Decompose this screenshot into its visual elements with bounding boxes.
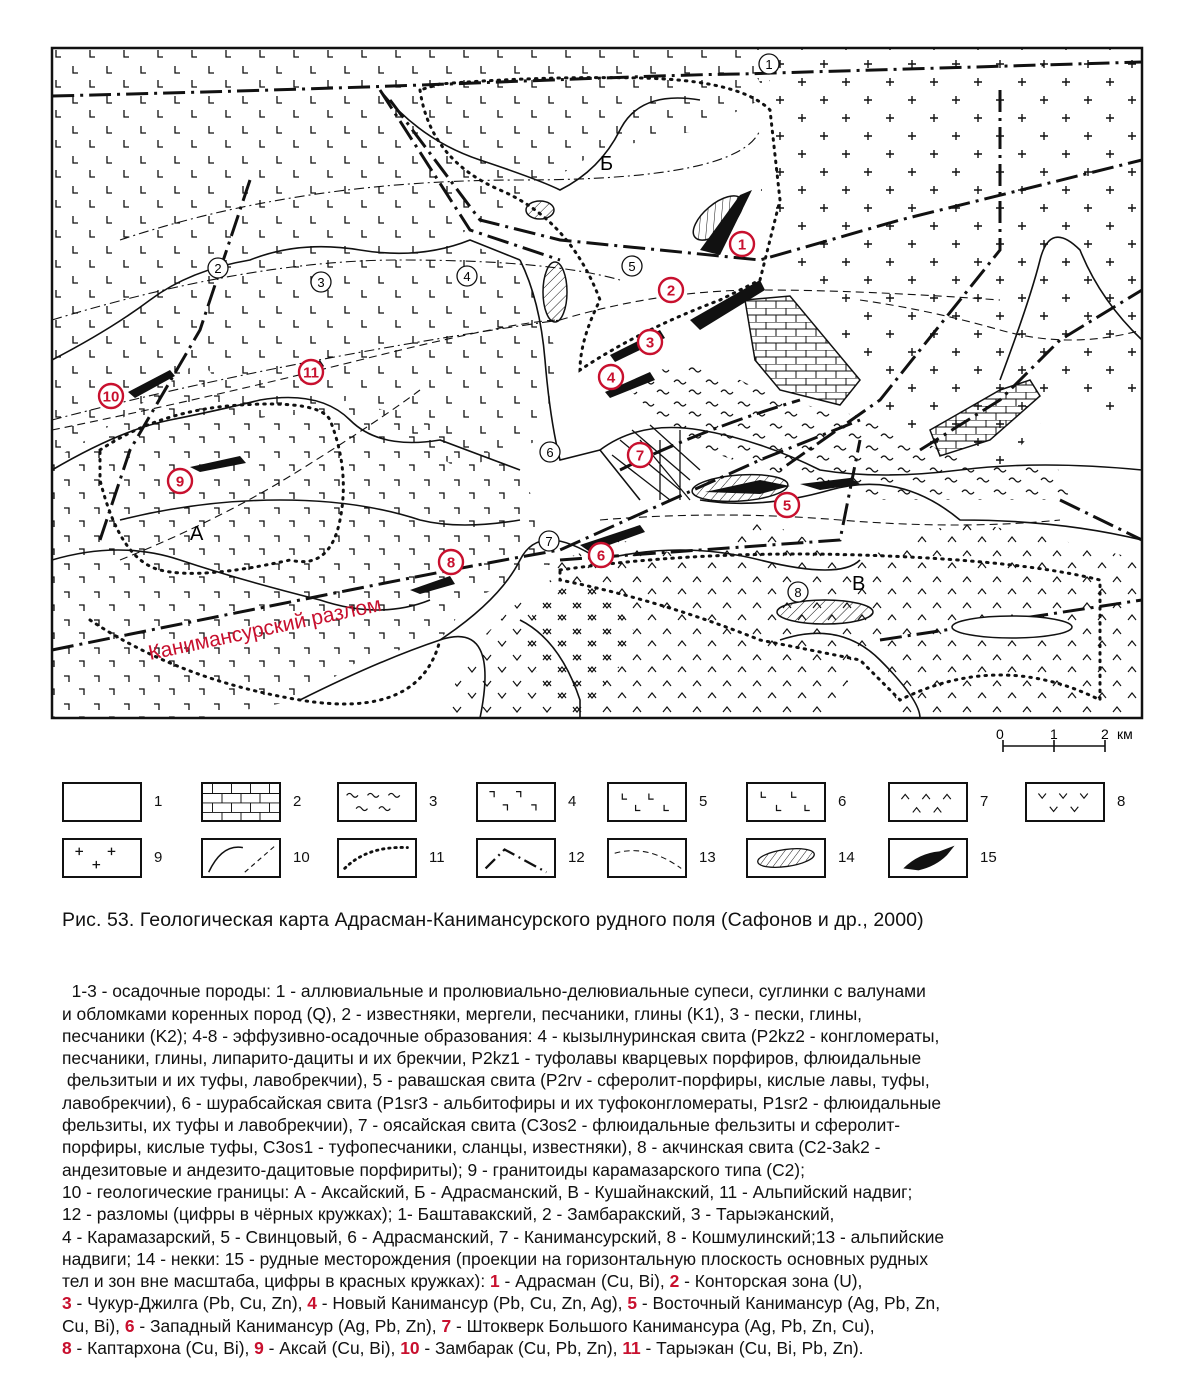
legend-number-15: 15	[980, 849, 997, 866]
legend-number-13: 13	[699, 849, 716, 866]
legend-number-5: 5	[699, 793, 708, 810]
legend-number-1: 1	[154, 793, 163, 810]
fault-number-1	[759, 54, 779, 74]
fault-number-6	[540, 442, 560, 462]
deposit-marker-1	[730, 232, 754, 256]
legend-number-11: 11	[429, 849, 445, 866]
deposit-text-8: - Каптархона (Cu, Bi),	[71, 1338, 255, 1359]
description-intro: 1-3 - осадочные породы: 1 - аллювиальные и пролювиально-делювиальные супеси, суглинки с валунами и обломками коренных пород (Q), 2 - известняки, мергели, песчаники, глины (K1), 3 - пески, глины, песчаники (K2); 4-8 - эффузивно-осадочные образования: 4 - кызылнуринская свита (P2kz2 - конгломераты, песчаники, глины, липарито-дациты и их брекчии, P2kz1 - туфолавы кварцевых порфиров, флюидальные фельзитыи и их туфы, лавобрекчии), 5 - равашская свита (P2rv - сферолит-порфиры, кислые лавы, туфы, лавобрекчии), 6 - шурабсайская свита (P1sr3 - альбитофиры и их туфоконгломераты, P1sr2 - флюидальные фельзиты, их туфы и лавобрекчии), 7 - оясайская свита (C3os2 - флюидальные фельзиты и сферолит- порфиры, кислые туфы, C3os1 - туфопесчаники, сланцы, известняки), 8 - акчинская свита (C2-3ak2 - андезитовые и андезито-дацитовые порфириты); 9 - гранитоиды карамазарского типа (C2); 10 - геологические границы: А - Аксайский, Б - Адрасманский, В - Кушайнакский, 11 - Альпийский надвиг; 12 - разломы (цифры в чёрных кружках); 1- Баштавакский, 2 - Замбаракский, 3 - Тарыэканский, 4 - Карамазарский, 5 - Свинцовый, 6 - Адрасманский, 7 - Канимансурский, 8 - Кошмулинский;13 - альпийские надвиги; 14 - некки: 15 - рудные месторождения (проекции на горизонтальную плоскость основных рудных тел и зон вне масштаба, цифры в красных кружках):	[62, 981, 945, 1292]
legend-swatch-1	[62, 782, 142, 822]
fault-name-label: Канимансурский разлом	[146, 593, 384, 665]
svg-text:3: 3	[645, 334, 655, 352]
fault-number-7	[539, 531, 559, 551]
deposit-text-11: - Тарыэкан (Cu, Bi, Pb, Zn).	[640, 1338, 864, 1359]
legend-swatch-8	[1025, 782, 1105, 822]
zone-label-3: В	[852, 573, 866, 595]
scale-tick-1: 1	[1050, 726, 1058, 742]
legend-number-12: 12	[568, 849, 585, 866]
svg-text:9: 9	[175, 473, 185, 491]
deposit-number-6: 6	[124, 1315, 135, 1336]
deposit-number-1: 1	[490, 1271, 500, 1292]
deposit-number-9: 9	[254, 1338, 264, 1359]
deposit-text-3: - Чукур-Джилга (Pb, Cu, Zn),	[71, 1293, 308, 1314]
deposit-marker-3	[638, 330, 662, 354]
svg-text:7: 7	[545, 534, 553, 549]
zone-label-2: Б	[600, 153, 614, 175]
zone-label-1: А	[190, 523, 204, 545]
svg-text:8: 8	[446, 554, 456, 572]
svg-text:5: 5	[782, 497, 792, 515]
svg-text:4: 4	[463, 269, 471, 284]
deposit-text-1: - Адрасман (Cu, Bi),	[499, 1271, 670, 1292]
deposit-marker-4	[599, 365, 623, 389]
svg-text:1: 1	[737, 236, 747, 254]
deposit-number-5: 5	[627, 1293, 638, 1314]
deposit-marker-7	[628, 443, 652, 467]
svg-text:2: 2	[214, 261, 222, 276]
legend-swatch-14	[746, 838, 826, 878]
legend-swatch-6	[746, 782, 826, 822]
scale-tick-2: 2	[1101, 726, 1109, 742]
deposit-text-5: - Восточный Канимансур (Ag, Pb, Zn, Cu, Bi),	[62, 1293, 941, 1336]
deposit-text-6: - Западный Канимансур (Ag, Pb, Zn),	[134, 1315, 442, 1336]
deposit-marker-5	[775, 493, 799, 517]
fault-number-4	[457, 266, 477, 286]
svg-text:1: 1	[765, 57, 773, 72]
fault-number-2	[208, 258, 228, 278]
legend-swatch-10	[201, 838, 281, 878]
svg-text:2: 2	[666, 282, 676, 300]
deposit-marker-9	[168, 469, 192, 493]
legend-number-3: 3	[429, 793, 438, 810]
legend-swatch-12	[476, 838, 556, 878]
legend-swatch-2	[201, 782, 281, 822]
fault-number-3	[311, 272, 331, 292]
svg-text:5: 5	[628, 259, 636, 274]
legend-number-4: 4	[568, 793, 577, 810]
deposit-number-2: 2	[669, 1271, 680, 1292]
deposit-number-8: 8	[62, 1338, 72, 1359]
deposit-number-3: 3	[62, 1293, 72, 1314]
deposit-number-4: 4	[307, 1293, 317, 1314]
svg-text:4: 4	[606, 369, 616, 387]
scale-unit: км	[1117, 726, 1133, 742]
deposit-marker-10	[99, 384, 123, 408]
deposit-marker-11	[299, 360, 323, 384]
svg-text:6: 6	[596, 547, 606, 565]
legend-number-10: 10	[293, 849, 310, 866]
legend-number-9: 9	[154, 849, 163, 866]
deposit-marker-8	[439, 550, 463, 574]
svg-text:6: 6	[546, 445, 554, 460]
deposit-marker-2	[659, 278, 683, 302]
scale-bar	[996, 726, 1133, 752]
legend-swatch-4	[476, 782, 556, 822]
deposit-number-10: 10	[400, 1338, 420, 1359]
deposit-text-10: - Замбарак (Cu, Pb, Zn),	[419, 1338, 623, 1359]
deposit-number-11: 11	[622, 1338, 641, 1359]
map-frame	[52, 48, 1142, 718]
svg-text:10: 10	[102, 388, 120, 406]
legend-number-8: 8	[1117, 793, 1126, 810]
fault-number-5	[622, 256, 642, 276]
legend-swatch-7	[888, 782, 968, 822]
legend-swatch-15	[888, 838, 968, 878]
deposit-text-4: - Новый Канимансур (Pb, Cu, Zn, Ag),	[316, 1293, 628, 1314]
legend-number-2: 2	[293, 793, 302, 810]
legend-swatch-13	[607, 838, 687, 878]
svg-text:8: 8	[794, 585, 802, 600]
legend-number-14: 14	[838, 849, 855, 866]
scale-tick-0: 0	[996, 726, 1004, 742]
deposit-text-7: - Штокверк Большого Канимансура (Ag, Pb, Zn, Cu),	[455, 1315, 875, 1336]
svg-text:3: 3	[317, 275, 325, 290]
figure-caption: Рис. 53. Геологическая карта Адрасман-Канимансурского рудного поля (Сафонов и др., 2000)	[62, 909, 924, 931]
svg-text:11: 11	[303, 364, 319, 382]
legend-number-6: 6	[838, 793, 847, 810]
legend-swatch-9	[62, 838, 142, 878]
deposit-text-2: - Конторская зона (U),	[684, 1271, 863, 1292]
deposit-number-7: 7	[441, 1315, 452, 1336]
svg-text:7: 7	[635, 447, 645, 465]
legend-swatch-3	[337, 782, 417, 822]
deposit-text-9: - Аксай (Cu, Bi),	[263, 1338, 401, 1359]
deposit-marker-6	[589, 543, 613, 567]
figure-description	[62, 958, 1182, 1359]
legend-swatch-11	[337, 838, 417, 878]
legend-swatch-5	[607, 782, 687, 822]
fault-number-8	[788, 582, 808, 602]
legend-number-7: 7	[980, 793, 989, 810]
